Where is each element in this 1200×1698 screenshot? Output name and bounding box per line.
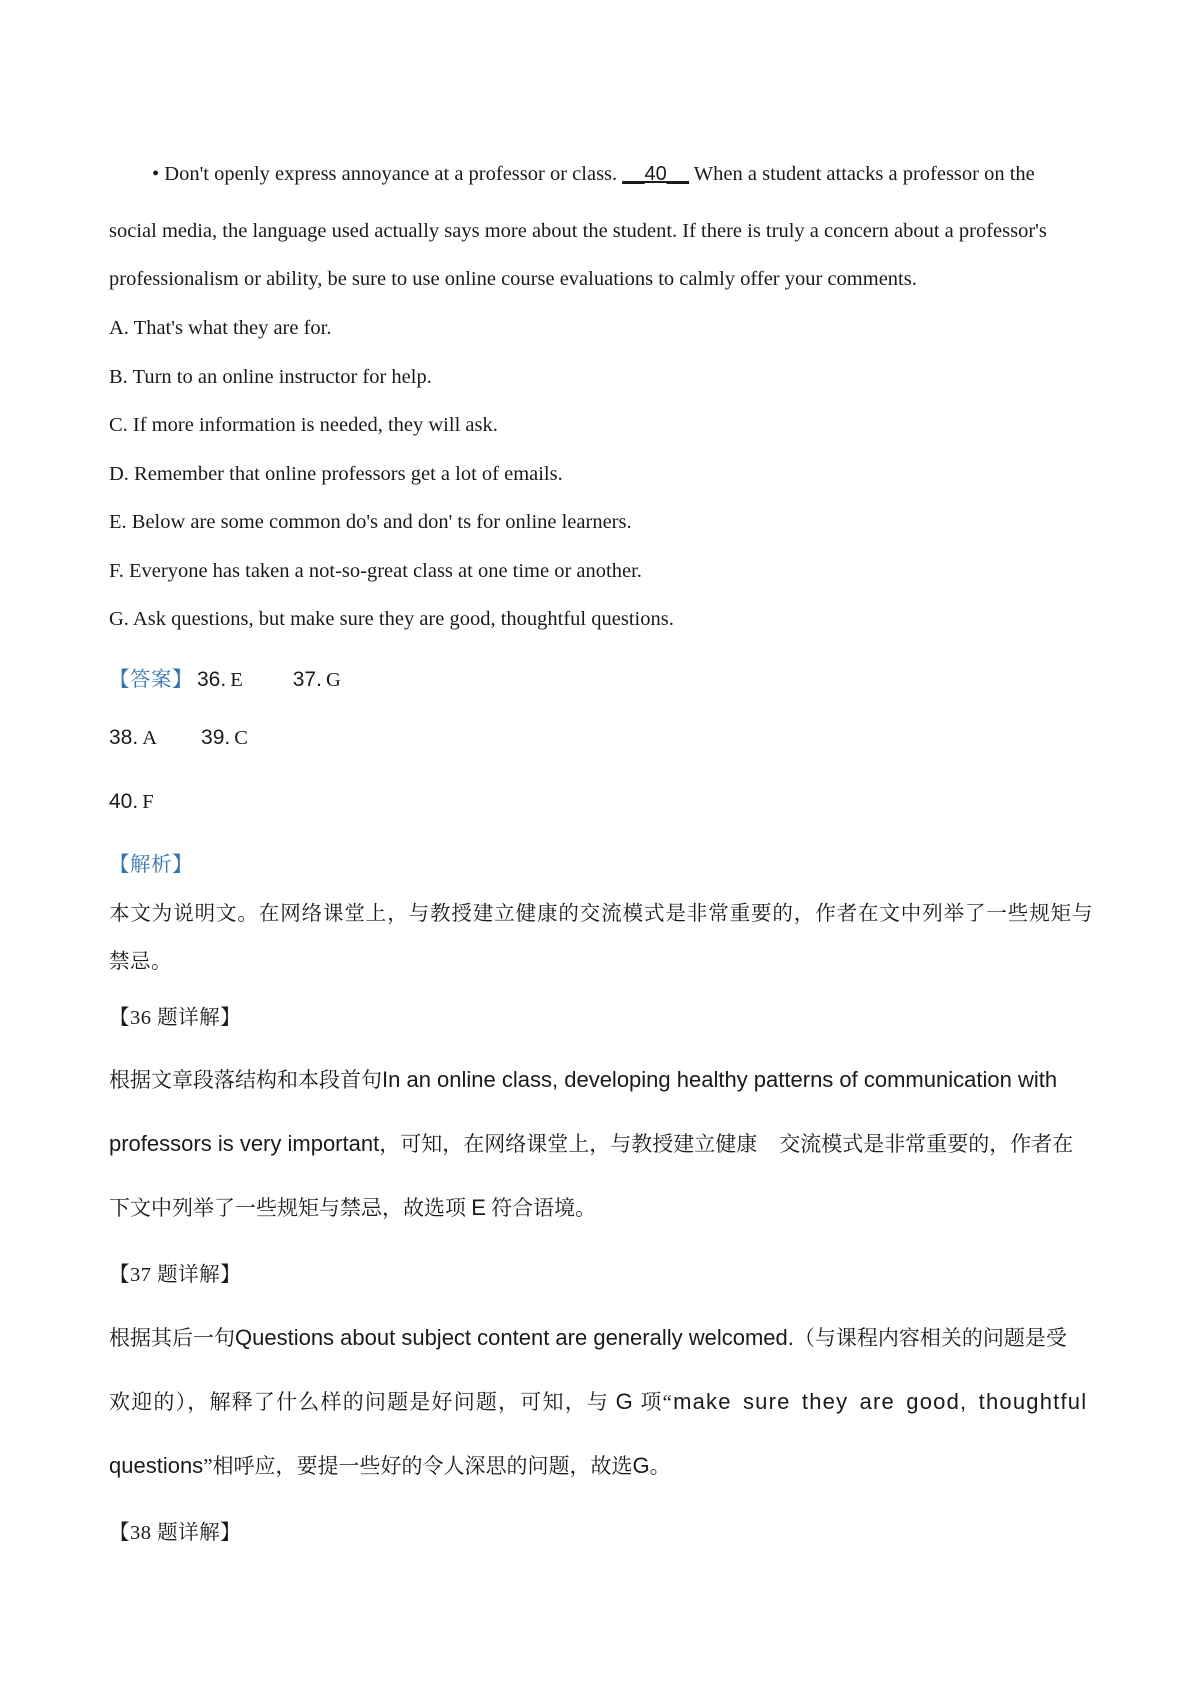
passage-bullet-start: • Don't openly express annoyance at a professor or class. — [152, 163, 618, 185]
q37-line-2 — [109, 1386, 1096, 1416]
q37-text: 根据其后一句 — [109, 1326, 235, 1350]
option-a: A. That's what they are for. — [109, 317, 332, 339]
q37-option-quote: make sure they are good, thoughtful — [673, 1389, 1088, 1414]
q37-answer: G — [632, 1453, 650, 1478]
blank-40: __40__ — [622, 163, 690, 185]
answer-line-3 — [109, 790, 154, 814]
q37-text: 项“ — [640, 1390, 674, 1414]
analysis-label: 【解析】 — [109, 854, 193, 876]
analysis-line-1: 本文为说明文。在网络课堂上，与教授建立健康的交流模式是非常重要的，作者在文中列举了一些规矩与 — [109, 903, 1094, 925]
option-e: E. Below are some common do's and don' ts for online learners. — [109, 511, 632, 533]
answer-letter: C — [234, 727, 248, 749]
answer-line-1 — [109, 662, 341, 692]
answer-num: 39. — [201, 726, 231, 749]
q38-heading: 【38 题详解】 — [109, 1522, 242, 1544]
q37-option-quote-end: questions — [109, 1453, 204, 1478]
q37-text: 欢迎的），解释了什么样的问题是好问题，可知，与 — [109, 1390, 610, 1414]
q36-text: 下文中列举了一些规矩与禁忌，故选项 — [109, 1196, 466, 1220]
passage-line-1 — [152, 163, 1035, 186]
q36-option: E — [471, 1195, 486, 1220]
option-g: G. Ask questions, but make sure they are good, thoughtful questions. — [109, 608, 674, 630]
answer-num: 36. — [197, 668, 227, 691]
passage-line-2: social media, the language used actually says more about the student. If there is truly a concern about a professor's — [109, 220, 1047, 242]
q36-quote: In an online class, developing healthy patterns of communication with — [382, 1067, 1058, 1092]
q37-option: G — [615, 1389, 634, 1414]
q37-quote: Questions about subject content are generally welcomed. — [235, 1325, 794, 1350]
q36-line-1 — [109, 1064, 1096, 1094]
q36-heading: 【36 题详解】 — [109, 1007, 242, 1029]
option-d: D. Remember that online professors get a lot of emails. — [109, 463, 563, 485]
q36-line-3 — [109, 1192, 1096, 1222]
q37-text: 。 — [649, 1454, 671, 1478]
q36-line-2 — [109, 1128, 1096, 1158]
q36-text: 交流模式是非常重要的，作者在 — [779, 1132, 1074, 1156]
answer-letter: G — [325, 669, 341, 691]
q37-line-1 — [109, 1322, 1096, 1352]
answer-num: 38. — [109, 726, 139, 749]
q36-quote-end: professors is very important — [109, 1131, 380, 1156]
passage-line-3: professionalism or ability, be sure to use online course evaluations to calmly offer your comments. — [109, 268, 917, 290]
q37-text: （与课程内容相关的问题是受 — [793, 1326, 1067, 1350]
answer-line-2 — [109, 726, 248, 750]
passage-bullet-end: When a student attacks a professor on the — [693, 163, 1035, 185]
answer-label: 【答案】 — [109, 669, 193, 691]
q36-text: 符合语境。 — [491, 1196, 597, 1220]
option-b: B. Turn to an online instructor for help. — [109, 366, 432, 388]
option-f: F. Everyone has taken a not-so-great class at one time or another. — [109, 560, 642, 582]
answer-num: 40. — [109, 790, 139, 813]
answer-letter: F — [142, 791, 154, 813]
q37-text: ”相呼应，要提一些好的令人深思的问题，故选 — [203, 1454, 633, 1478]
answer-letter: A — [142, 727, 158, 749]
q36-text: 根据文章段落结构和本段首句 — [109, 1068, 382, 1092]
analysis-line-2: 禁忌。 — [109, 951, 172, 973]
q37-line-3 — [109, 1450, 1096, 1480]
option-c: C. If more information is needed, they will ask. — [109, 414, 498, 436]
answer-num: 37. — [292, 668, 322, 691]
q36-text: ，可知，在网络课堂上，与教授建立健康 — [379, 1132, 758, 1156]
answer-letter: E — [230, 669, 243, 691]
q37-heading: 【37 题详解】 — [109, 1264, 242, 1286]
